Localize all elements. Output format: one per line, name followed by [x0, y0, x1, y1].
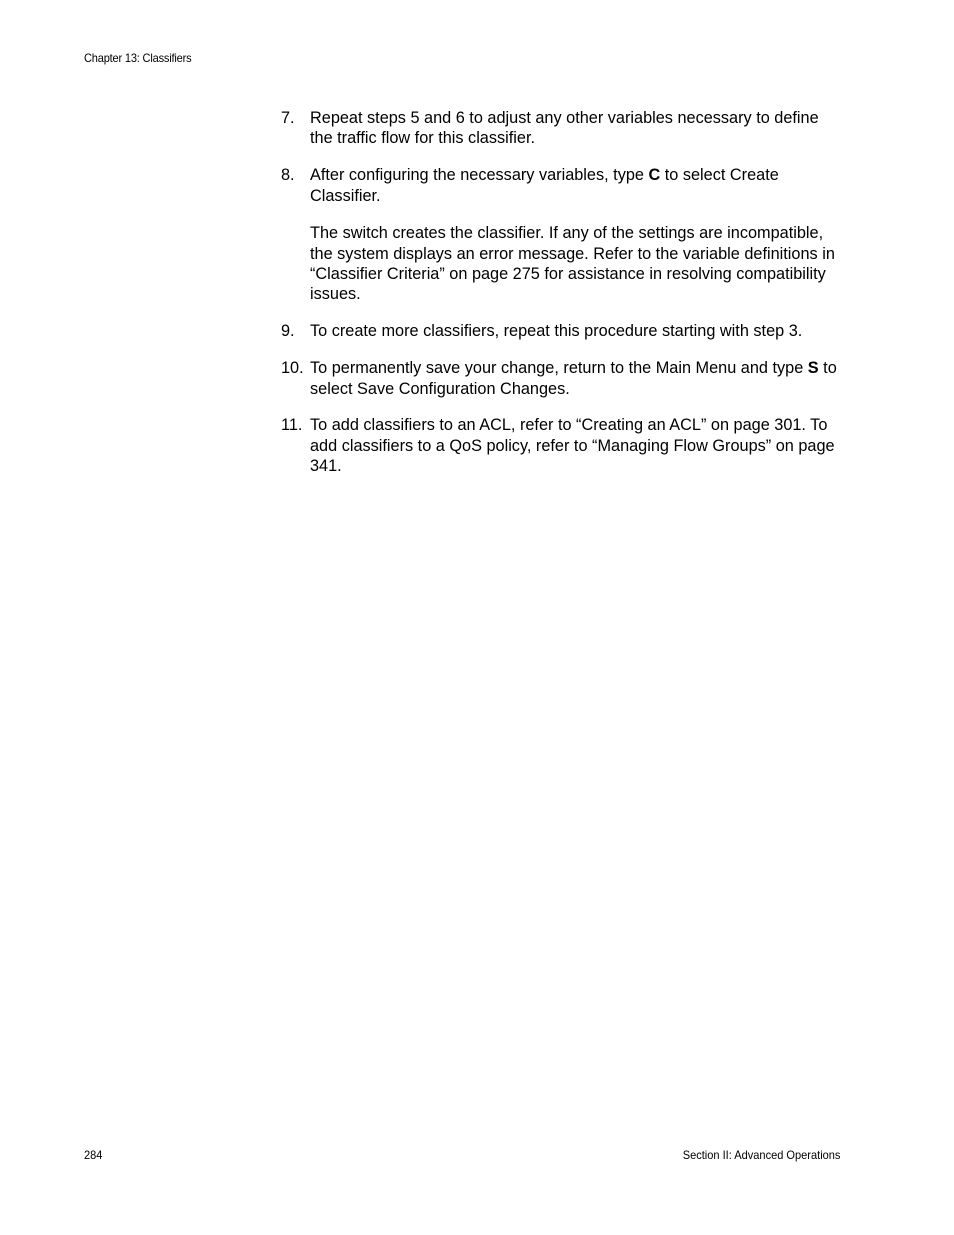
step-item: [281, 108, 841, 149]
step-paragraph: After configuring the necessary variables, type C to select Create Classifier.: [310, 166, 779, 205]
step-item: [281, 358, 841, 399]
step-item: [281, 321, 841, 341]
page-number: 284: [84, 1148, 103, 1162]
step-paragraph: To add classifiers to an ACL, refer to “Creating an ACL” on page 301. To add classifiers to a QoS policy, refer to “Managing Flow Groups” on page 341.: [310, 416, 835, 476]
step-number: 11.: [281, 416, 303, 435]
step-number: 10.: [281, 359, 304, 378]
step-paragraph: To permanently save your change, return to the Main Menu and type S to select Save Configuration Changes.: [310, 359, 837, 398]
step-body: [310, 108, 841, 149]
step-note-paragraph: The switch creates the classifier. If any of the settings are incompatible, the system displays an error message. Refer to the variable definitions in “Classifier Criteria” on page 275 for assistance in resolving compatibility issues.: [310, 224, 835, 304]
running-header: Chapter 13: Classifiers: [84, 51, 192, 65]
procedure-steps: [281, 108, 841, 493]
step-number: 9.: [281, 322, 295, 341]
key-command: S: [807, 359, 819, 378]
step-item: [281, 165, 841, 304]
step-body: [310, 358, 841, 399]
section-title: Section II: Advanced Operations: [682, 1148, 840, 1162]
step-number: 7.: [281, 109, 295, 127]
step-number: 8.: [281, 166, 295, 185]
step-paragraph: To create more classifiers, repeat this procedure starting with step 3.: [310, 322, 803, 341]
step-body: [310, 165, 841, 304]
step-body: [310, 321, 841, 341]
key-command: C: [648, 166, 661, 185]
step-item: [281, 415, 841, 476]
step-paragraph: Repeat steps 5 and 6 to adjust any other variables necessary to define the traffic flow for this classifier.: [310, 109, 819, 148]
step-body: [310, 415, 841, 476]
